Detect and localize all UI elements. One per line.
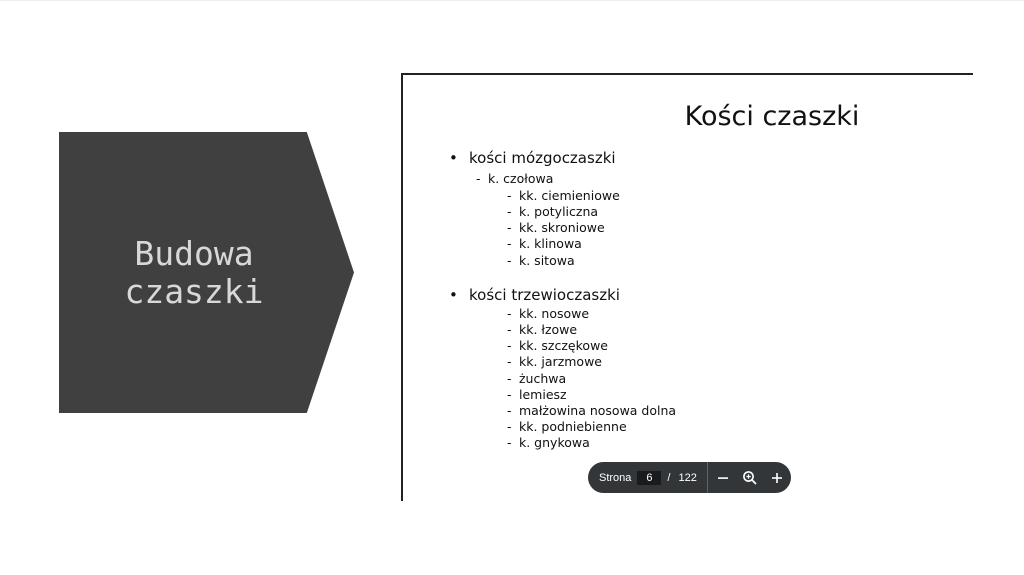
subitem-dash: - <box>507 322 512 337</box>
bullet-dot: • <box>449 286 458 304</box>
outline-subitem <box>507 306 589 321</box>
subitem-dash: - <box>476 171 481 186</box>
subitem-dash: - <box>507 306 512 321</box>
outline-subitem <box>507 371 566 386</box>
subitem-label: małżowina nosowa dolna <box>519 403 677 418</box>
subitem-label: kk. łzowe <box>519 322 578 337</box>
subitem-dash: - <box>507 387 512 402</box>
pdf-toolbar <box>588 462 791 493</box>
subitem-label: k. klinowa <box>519 236 582 251</box>
pdf-title: Kości czaszki <box>684 101 860 132</box>
outline-subitem <box>507 236 582 251</box>
subitem-dash: - <box>507 371 512 386</box>
pdf-page <box>401 73 973 501</box>
subitem-dash: - <box>507 419 512 434</box>
subitem-label: k. czołowa <box>488 171 554 186</box>
page-number-input[interactable] <box>637 471 661 485</box>
subitem-dash: - <box>507 204 512 219</box>
outline-subitem <box>507 403 676 418</box>
subitem-dash: - <box>507 188 512 203</box>
outline-subitem <box>507 253 575 268</box>
subitem-label: kk. podniebienne <box>519 419 627 434</box>
subitem-label: kk. ciemieniowe <box>519 188 620 203</box>
outline-subitem <box>507 204 598 219</box>
zoom-out-button[interactable] <box>710 464 737 492</box>
toolbar-divider <box>707 462 708 493</box>
subitem-dash: - <box>507 236 512 251</box>
zoom-out-icon <box>716 471 730 485</box>
subitem-label: kk. szczękowe <box>519 338 608 353</box>
zoom-fit-button[interactable] <box>737 464 764 492</box>
outline-subitem <box>476 171 553 186</box>
subitem-label: żuchwa <box>519 371 567 386</box>
bullet-label: kości mózgoczaszki <box>469 149 616 167</box>
outline-subitem <box>507 354 602 369</box>
outline-subitem <box>507 338 608 353</box>
outline-subitem <box>507 387 567 402</box>
outline-subitem <box>507 322 577 337</box>
subitem-label: kk. jarzmowe <box>519 354 602 369</box>
outline-subitem <box>507 220 605 235</box>
subitem-label: k. sitowa <box>519 253 575 268</box>
pdf-content <box>401 73 973 501</box>
subitem-dash: - <box>507 403 512 418</box>
bullet-label: kości trzewioczaszki <box>469 286 620 304</box>
subitem-dash: - <box>507 354 512 369</box>
subitem-dash: - <box>507 220 512 235</box>
outline-bullet <box>449 286 620 304</box>
zoom-in-button[interactable] <box>764 464 791 492</box>
subitem-label: kk. nosowe <box>519 306 590 321</box>
subitem-label: kk. skroniowe <box>519 220 605 235</box>
outline-subitem <box>507 419 627 434</box>
subitem-label: lemiesz <box>519 387 567 402</box>
outline-bullet <box>449 149 616 167</box>
bullet-dot: • <box>449 149 458 167</box>
subitem-label: k. gnykowa <box>519 435 590 450</box>
outline-subitem <box>507 188 620 203</box>
section-title: Budowa czaszki <box>124 233 264 311</box>
outline-subitem <box>507 435 590 450</box>
subitem-label: k. potyliczna <box>519 204 599 219</box>
zoom-in-icon <box>770 471 784 485</box>
total-pages: 122 <box>678 471 697 484</box>
subitem-dash: - <box>507 253 512 268</box>
subitem-dash: - <box>507 435 512 450</box>
subitem-dash: - <box>507 338 512 353</box>
zoom-fit-icon <box>742 470 758 486</box>
page-separator: / <box>667 471 671 484</box>
page-label: Strona <box>599 471 632 484</box>
